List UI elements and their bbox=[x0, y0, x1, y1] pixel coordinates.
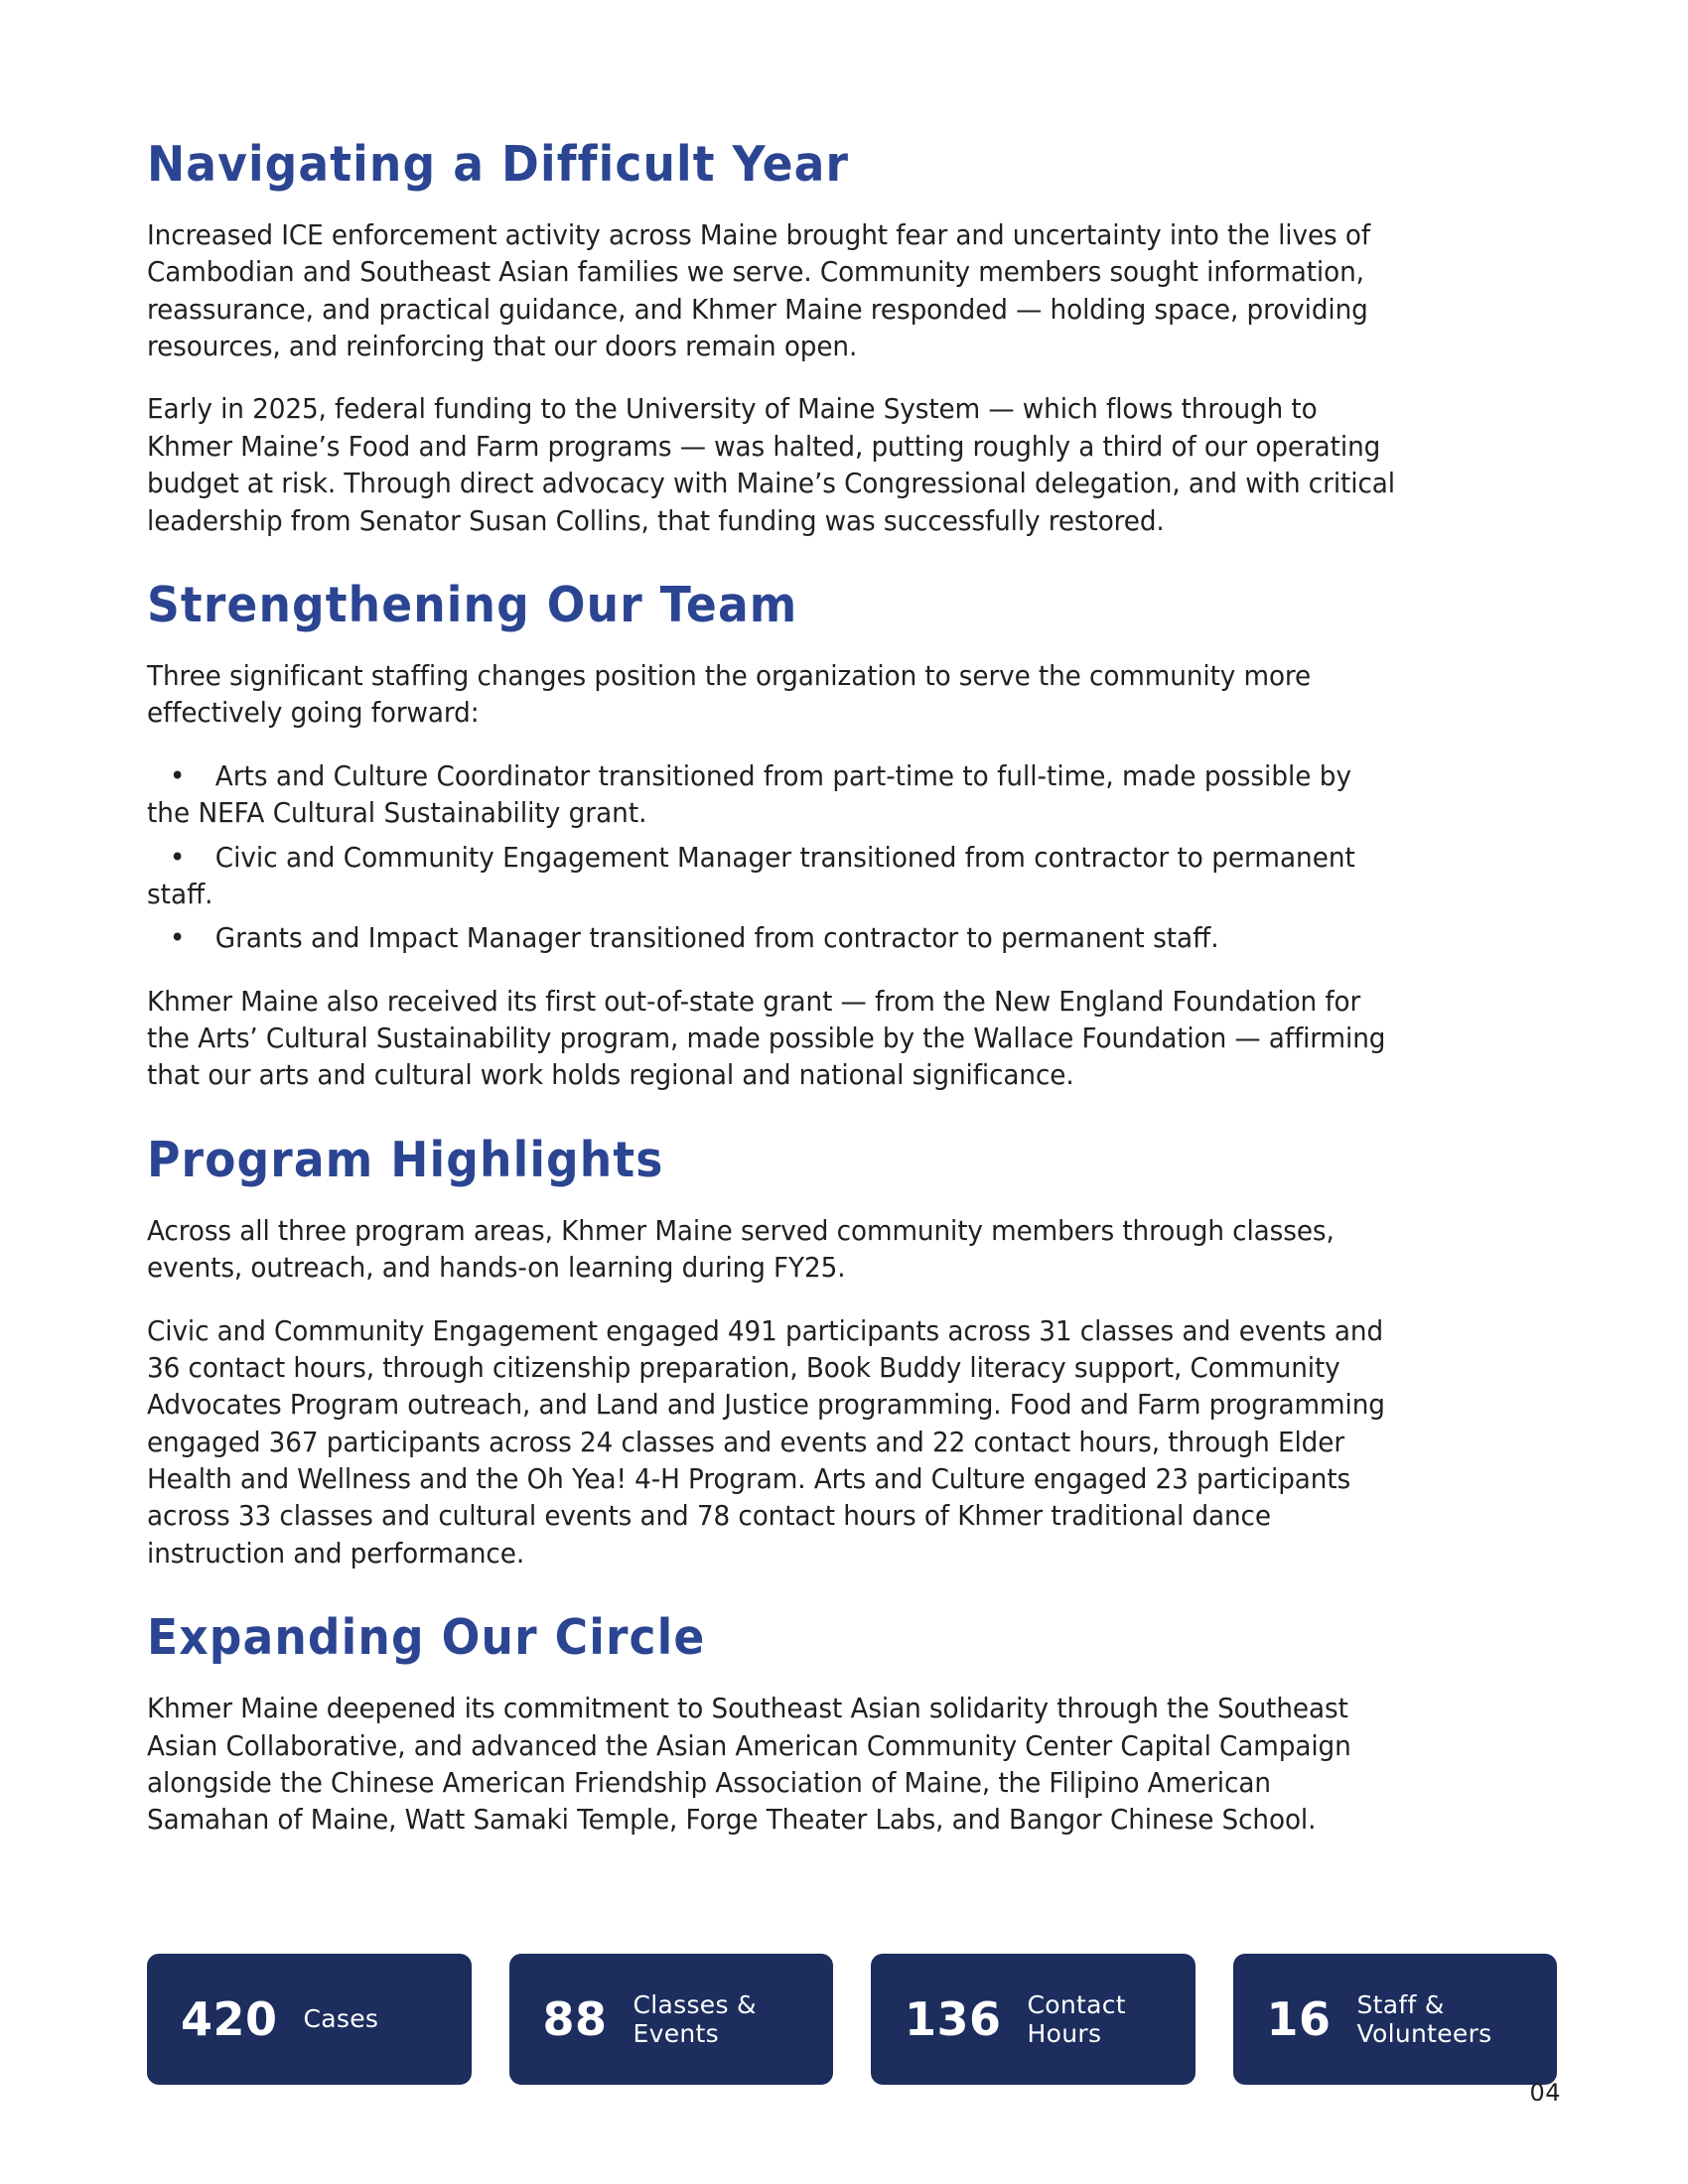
paragraph-program-areas-intro: Across all three program areas, Khmer Maine served community members through classes, events, outreach, and hands-on learning during FY25. bbox=[147, 1214, 1335, 1285]
list-item-label: Arts and Culture Coordinator transitioned from part-time to full-time, made possible by the NEFA Cultural Sustainability grant. bbox=[147, 759, 1352, 830]
bullet-point-icon: • bbox=[169, 759, 186, 792]
document-body bbox=[147, 136, 1398, 1865]
list-item bbox=[147, 920, 1395, 957]
list-item bbox=[147, 840, 1395, 914]
stat-value: 16 bbox=[1266, 1992, 1332, 2046]
stat-card-cases bbox=[147, 1954, 472, 2085]
bullet-point-icon: • bbox=[169, 841, 186, 874]
stat-value: 420 bbox=[181, 1992, 278, 2046]
list-item-label: Civic and Community Engagement Manager transitioned from contractor to permanent staff. bbox=[147, 841, 1355, 910]
paragraph-southeast-asian-solidarity: Khmer Maine deepened its commitment to Southeast Asian solidarity through the Southeast Asian Collaborative, and advanced the Asian American Community Center Capital Campaign alongside the Chinese American Friendship Association of Maine, the Filipino American Samahan of Maine, Watt Samaki Temple, Forge Theater Labs, and Bangor Chinese School. bbox=[147, 1693, 1351, 1837]
statistics-card-row bbox=[147, 1954, 1557, 2085]
stat-label: Classes & Events bbox=[633, 1989, 757, 2048]
heading-navigating-a-difficult-year: Navigating a Difficult Year bbox=[147, 136, 850, 193]
stat-card-contact-hours bbox=[871, 1954, 1196, 2085]
paragraph-ice-enforcement: Increased ICE enforcement activity across Maine brought fear and uncertainty into the lives of Cambodian and Southeast Asian families we serve. Community members sought information, reassurance, and practical guidance, and Khmer Maine responded — holding space, providing resources, and reinforcing that our doors remain open. bbox=[147, 218, 1370, 363]
heading-expanding-our-circle: Expanding Our Circle bbox=[147, 1609, 706, 1667]
bullet-point-icon: • bbox=[169, 922, 186, 955]
heading-program-highlights: Program Highlights bbox=[147, 1131, 664, 1188]
paragraph-nefa-grant: Khmer Maine also received its first out-of-state grant — from the New England Foundation for the Arts’ Cultural Sustainability program, made possible by the Wallace Foundation — affirming that our arts and cultural work holds regional and national significance. bbox=[147, 985, 1386, 1092]
paragraph-program-statistics: Civic and Community Engagement engaged 491 participants across 31 classes and events and 36 contact hours, through citizenship preparation, Book Buddy literacy support, Community Advocates Program outreach, and Land and Justice programming. Food and Farm programming engaged 367 participants across 24 classes and events and 22 contact hours, through Elder Health and Wellness and the Oh Yea! 4-H Program. Arts and Culture engaged 23 participants across 33 classes and cultural events and 78 contact hours of Khmer traditional dance instruction and performance. bbox=[147, 1314, 1385, 1570]
page-number: 04 bbox=[1529, 2079, 1561, 2107]
stat-label: Contact Hours bbox=[1027, 1989, 1126, 2048]
stat-label: Cases bbox=[303, 2004, 379, 2034]
heading-strengthening-our-team: Strengthening Our Team bbox=[147, 577, 798, 634]
paragraph-staffing-intro: Three significant staffing changes position the organization to serve the community more effectively going forward: bbox=[147, 659, 1312, 730]
stat-value: 136 bbox=[905, 1992, 1002, 2046]
paragraph-federal-funding: Early in 2025, federal funding to the University of Maine System — which flows through to Khmer Maine’s Food and Farm programs — was halted, putting roughly a third of our operating budget at risk. Through direct advocacy with Maine’s Congressional delegation, and with critical leadership from Senator Susan Collins, that funding was successfully restored. bbox=[147, 393, 1396, 537]
stat-value: 88 bbox=[542, 1992, 608, 2046]
staffing-changes-list bbox=[147, 758, 1398, 958]
list-item-label: Grants and Impact Manager transitioned from contractor to permanent staff. bbox=[214, 922, 1219, 955]
list-item bbox=[147, 758, 1395, 833]
stat-card-staff-volunteers bbox=[1233, 1954, 1558, 2085]
stat-label: Staff & Volunteers bbox=[1356, 1989, 1492, 2048]
stat-card-classes-events bbox=[509, 1954, 834, 2085]
